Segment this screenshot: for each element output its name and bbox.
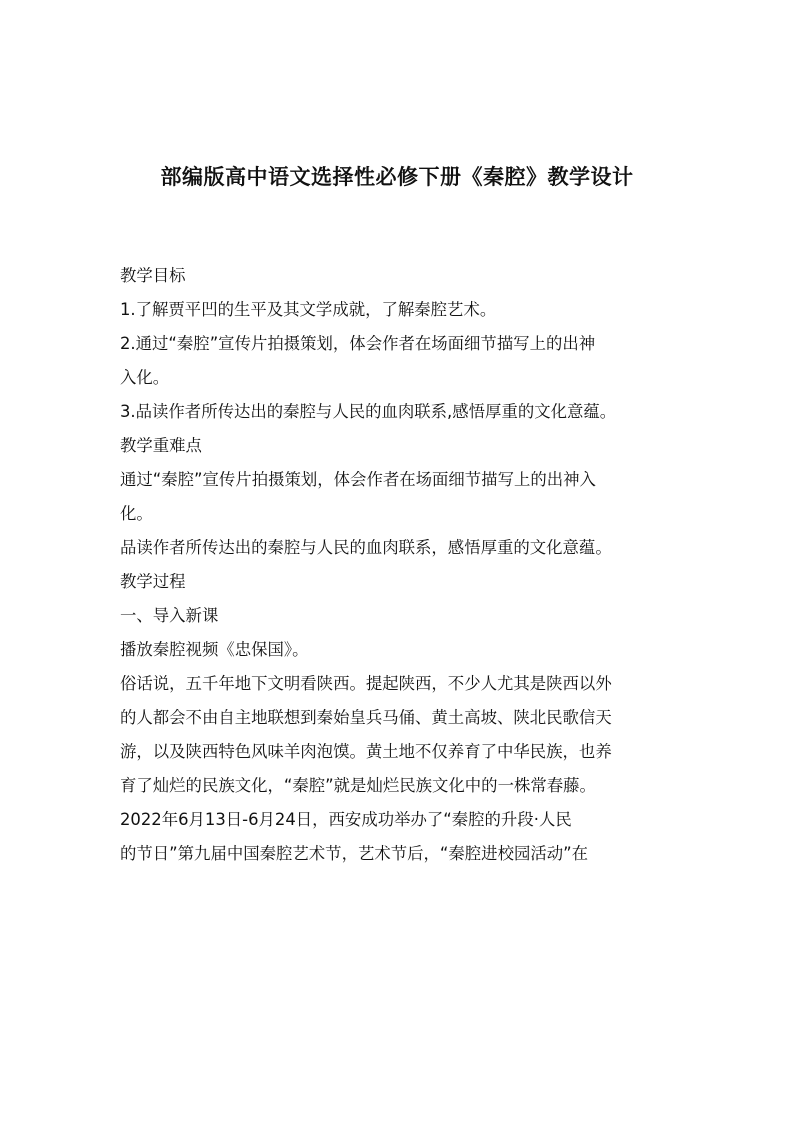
key-point-1-continued: 化。 — [120, 504, 153, 523]
key-point-2: 品读作者所传达出的秦腔与人民的血肉联系，感悟厚重的文化意蕴。 — [120, 538, 612, 557]
document-title: 部编版高中语文选择性必修下册《秦腔》教学设计 — [160, 165, 634, 189]
document-body — [120, 259, 680, 871]
section-heading-process: 教学过程 — [120, 572, 186, 591]
paragraph-line: 播放秦腔视频《忠保国》。 — [120, 640, 309, 659]
subsection-heading-intro: 一、导入新课 — [120, 606, 219, 625]
objective-item-3: 3.品读作者所传达出的秦腔与人民的血肉联系,感悟厚重的文化意蕴。 — [120, 402, 617, 421]
key-point-1: 通过“秦腔”宣传片拍摄策划，体会作者在场面细节描写上的出神入 — [120, 470, 596, 489]
objective-item-2: 2.通过“秦腔”宣传片拍摄策划，体会作者在场面细节描写上的出神 — [120, 334, 596, 353]
objective-item-1: 1.了解贾平凹的生平及其文学成就，了解秦腔艺术。 — [120, 300, 497, 319]
objective-item-2-continued: 入化。 — [120, 368, 170, 387]
paragraph-line: 2022年6月13日-6月24日，西安成功举办了“秦腔的升段·人民 — [120, 810, 572, 829]
paragraph-line: 的人都会不由自主地联想到秦始皇兵马俑、黄土高坡、陕北民歌信天 — [120, 708, 612, 727]
paragraph-line: 的节日”第九届中国秦腔艺术节，艺术节后，“秦腔进校园活动”在 — [120, 844, 589, 863]
paragraph-line: 俗话说，五千年地下文明看陕西。提起陕西，不少人尤其是陕西以外 — [120, 674, 612, 693]
paragraph-line: 育了灿烂的民族文化，“秦腔”就是灿烂民族文化中的一株常春藤。 — [120, 776, 596, 795]
paragraph-line: 游，以及陕西特色风味羊肉泡馍。黄土地不仅养育了中华民族，也养 — [120, 742, 612, 761]
section-heading-key-points: 教学重难点 — [120, 436, 202, 455]
section-heading-objectives: 教学目标 — [120, 266, 186, 285]
